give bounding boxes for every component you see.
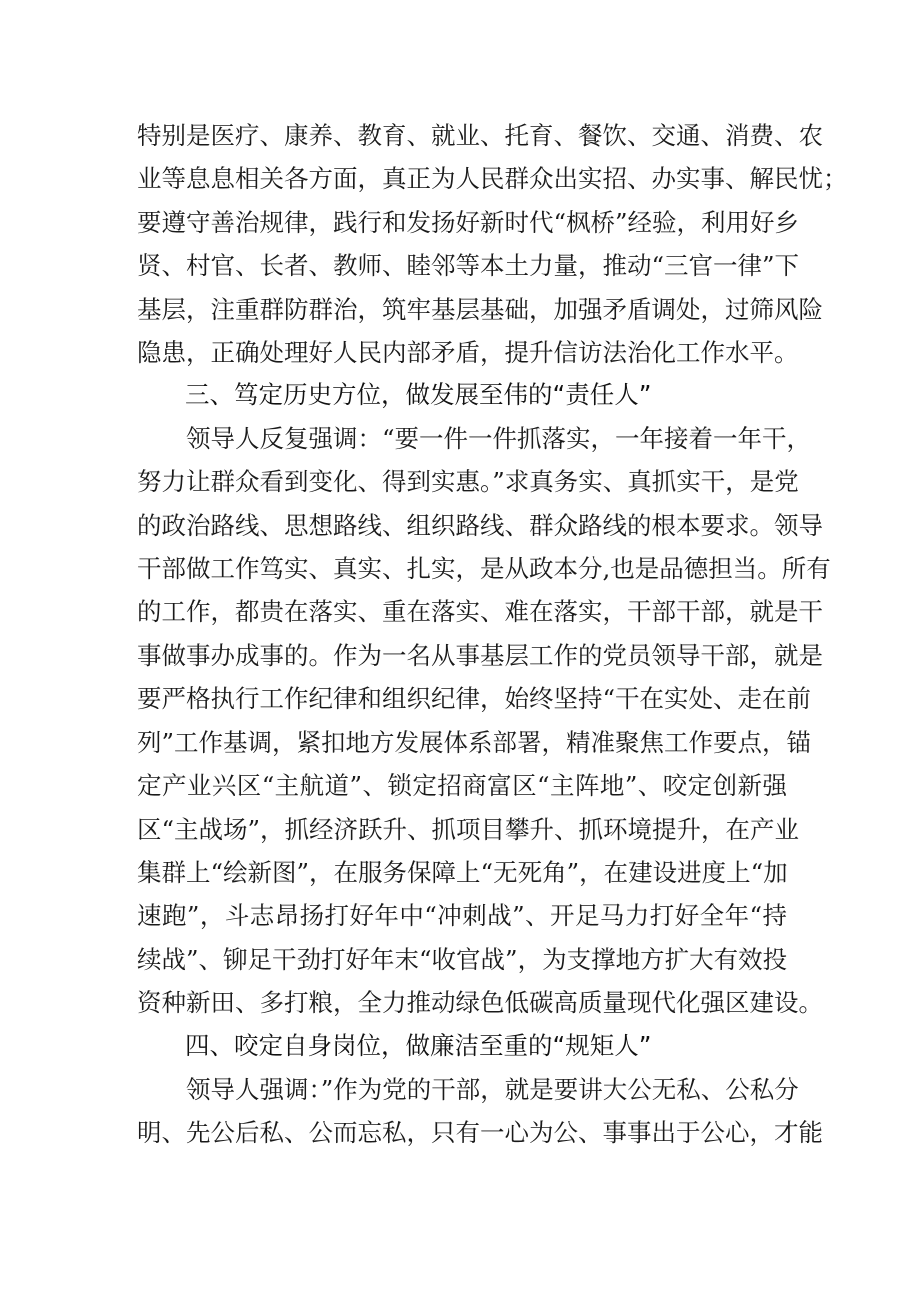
body-text-line: 的政治路线、思想路线、组织路线、群众路线的根本要求。领导 xyxy=(137,511,823,540)
body-text-line: 要遵守善治规律，践行和发扬好新时代“枫桥”经验，利用好乡 xyxy=(137,208,800,237)
body-text-line: 续战”、铆足干劲打好年末“收官战”，为支撑地方扩大有效投 xyxy=(137,945,788,974)
body-text-line: 明、先公后私、公而忘私，只有一心为公、事事出于公心，才能 xyxy=(137,1118,823,1147)
body-text-line: 定产业兴区“主航道”、锁定招商富区“主阵地”、咬定创新强 xyxy=(137,771,787,800)
body-text-line: 贤、村官、长者、教师、睦邻等本土力量，推动“三官一律”下 xyxy=(137,251,800,280)
body-text-line: 努力让群众看到变化、得到实惠。”求真务实、真抓实干，是党 xyxy=(137,467,799,496)
body-text-line: 速跑”，斗志昂扬打好年中“冲刺战”、开足马力打好全年“持 xyxy=(137,901,787,930)
body-text-line: 的工作，都贵在落实、重在落实、难在落实，干部干部，就是干 xyxy=(137,597,823,626)
body-text-line: 要严格执行工作纪律和组织纪律，始终坚持“干在实处、走在前 xyxy=(137,684,812,713)
section-heading-four: 四、咬定自身岗位，做廉洁至重的“规矩人” xyxy=(185,1031,652,1060)
body-text-line: 事做事办成事的。作为一名从事基层工作的党员领导干部，就是 xyxy=(137,641,823,670)
body-text-line: 列”工作基调，紧扣地方发展体系部署，精准聚焦工作要点，锚 xyxy=(137,728,812,757)
body-text-line: 基层，注重群防群治，筑牢基层基础，加强矛盾调处，过筛风险 xyxy=(137,295,823,324)
body-text-line: 区“主战场”，抓经济跃升、抓项目攀升、抓环境提升，在产业 xyxy=(137,815,800,844)
body-text-line: 领导人强调：”作为党的干部，就是要讲大公无私、公私分 xyxy=(137,1075,799,1104)
body-text-line: 业等息息相关各方面，真正为人民群众出实招、办实事、解民忧； xyxy=(137,164,848,193)
body-text-line: 集群上“绘新图”，在服务保障上“无死角”，在建设进度上“加 xyxy=(137,858,788,887)
body-text-line: 资种新田、多打粮，全力推动绿色低碳高质量现代化强区建设。 xyxy=(137,988,823,1017)
section-heading-three: 三、笃定历史方位，做发展至伟的“责任人” xyxy=(185,380,652,409)
body-text-line: 隐患，正确处理好人民内部矛盾，提升信访法治化工作水平。 xyxy=(137,338,799,367)
body-text-line: 特别是医疗、康养、教育、就业、托育、餐饮、交通、消费、农 xyxy=(137,121,823,150)
body-text-line: 领导人反复强调：“要一件一件抓落实，一年接着一年干， xyxy=(137,424,812,453)
body-text-line: 干部做工作笃实、真实、扎实，是从政本分,也是品德担当。所有 xyxy=(137,554,831,583)
